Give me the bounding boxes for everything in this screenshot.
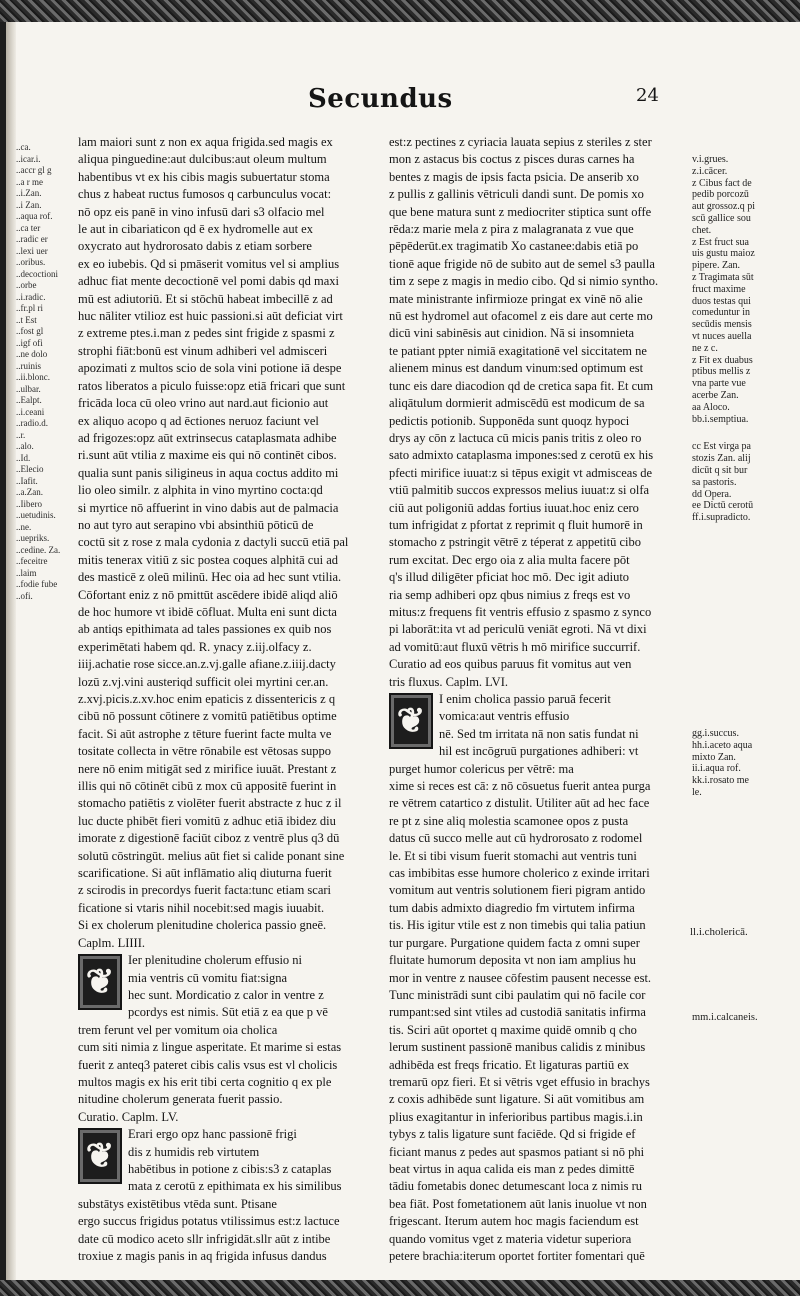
text-line: ciū aut poligoniū addas fortius iuuat.hoc eniz cero — [389, 500, 639, 515]
margin-note: z Fit ex duabus — [692, 354, 753, 366]
margin-note: aut grossoz.q pi — [692, 201, 756, 213]
previous-page-line: ..Iibero — [16, 498, 42, 509]
previous-page-line: ..ca ter — [16, 222, 41, 233]
previous-page-line: ..radio.d. — [16, 418, 48, 428]
text-line: q's illud diligēter pficiat hoc mō. Dec igit adiuto — [389, 570, 630, 585]
text-line: tionē aque frigide nō de subito aut de semel s3 paulla — [389, 256, 655, 271]
text-line: ri.sunt aūt vtilia z maxime eis qui nō continēt cibos. — [78, 448, 337, 463]
text-line: nō opz eis panē in vino infusū dari s3 olfacio mel — [78, 204, 325, 219]
previous-page-line: ..i.Zan. — [16, 188, 42, 198]
previous-page-line: ..a.Zan. — [16, 487, 43, 497]
margin-notes — [692, 154, 798, 814]
text-line: fluitate humorum deposita vt non iam amplius hu — [389, 953, 636, 968]
text-line: mate ministrante infirmioze pringat ex vinē nō alie — [389, 291, 643, 306]
text-line: est:z pectines z cyriacia lauata sepius z steriles z ster — [389, 135, 652, 149]
text-line: ficatione si vtaris nihil nocebit:sed magis iuuabit. — [78, 900, 325, 915]
text-line: mata z cerotū z epithimata ex his similibus — [128, 1179, 342, 1194]
margin-note: gg.i.succus. — [692, 728, 739, 739]
text-line: ad frigozes:opz aūt extrinsecus cataplasmata adhibe — [78, 430, 337, 445]
text-line: nē. Sed tm irritata nā non satis fundat ni — [439, 726, 639, 741]
previous-page-line: ..laim — [16, 567, 37, 578]
margin-note: duos testas qui — [692, 295, 751, 307]
text-line: tum dabis admixto diagredio fm virtutem infirma — [389, 900, 635, 915]
text-line: te patiant ppter nimiā exagitationē vel siccitatem ne — [389, 343, 647, 358]
previous-page-line: ..orbe — [16, 280, 37, 290]
text-line: lio oleo similr. z alphita in vino myrtino cocta:qd — [78, 483, 323, 498]
previous-page-line: ..decoctioni — [16, 268, 58, 279]
text-line: sato admixto cataplasma impones:sed z cerotū ex his — [389, 448, 654, 463]
top-border — [0, 0, 800, 22]
text-line: adhibēda est freqs fricatio. Et ligaturas partiū ex — [389, 1057, 630, 1072]
text-line: pcordys est nimis. Sūt etiā z ea que p vē — [128, 1005, 328, 1020]
text-line: re vētrem catartico z distulit. Utiliter aūt ad hec face — [389, 796, 650, 811]
margin-note: z Est fruct sua — [692, 236, 749, 248]
text-line: tybys z talis ligature sunt faciēde. Qd si frigide ef — [389, 1127, 636, 1142]
text-column-right — [389, 134, 687, 1265]
text-line: des masticē z oleū milinū. Hec oia ad hec sunt vtilia. — [78, 570, 342, 585]
text-line: pfecti mirifice iuuat:z si tēpus exigit vt admisceas de — [389, 465, 653, 480]
text-line: tositate collecta in vētre rōnabile est vētosas suppo — [78, 744, 332, 759]
previous-page-line: ..i.ceani — [16, 406, 45, 417]
previous-page-line: ..uepriks. — [16, 533, 50, 543]
margin-note: cc Est virga pa — [692, 441, 751, 453]
text-line: adhuc fiat mente decoctionē vel pomi dabis qd maxi — [78, 274, 340, 289]
text-line: hec sunt. Mordicatio z calor in ventre z — [128, 987, 324, 1002]
previous-page-line: ..oribus. — [16, 257, 46, 267]
text-line: pi laborāt:ita vt ad periculū veniāt egroti. Nā vt dixi — [389, 622, 647, 637]
text-line: date cū modico aceto sllr infrigidāt.sllr aūt z intibe — [78, 1231, 331, 1246]
margin-note-cholerica: ll.i.cholericā. — [690, 926, 748, 938]
previous-page-line: ..Id. — [16, 452, 31, 463]
previous-page-line: ..icar.i. — [16, 153, 41, 164]
book-gutter — [6, 22, 16, 1280]
text-line: stomacho z pstringit vētrē z téperat z appetitū cibo — [389, 535, 641, 550]
text-line: no aut tyro aut serapino vbi absinthiū pōticū de — [78, 517, 314, 532]
previous-page-line: ..Ealpt. — [16, 395, 42, 405]
decorated-initial-icon: ❦ — [78, 1128, 122, 1184]
margin-note: le. — [692, 786, 702, 798]
text-line: ria semp adhiberi opz qbus nimius z freqs est vo — [389, 587, 631, 602]
text-line: pedictis potionib. Supponēda sunt quoqz hypoci — [389, 413, 630, 428]
text-line: troxiue z magis panis in aq frigida infusus dandus — [78, 1249, 327, 1263]
text-line: tris fluxus. Caplm. LVI. — [389, 674, 508, 689]
text-line: ratos liberatos a piculo fuisse:opz etiā fricari que sunt — [78, 378, 346, 393]
text-line: mū est adiutoriū. Et si stōchū habeat imbecillē z ad — [78, 291, 333, 306]
text-line: oxycrato aut hydrorosato dabis z etiam sorbere — [78, 239, 312, 254]
previous-page-line: ..radic er — [16, 234, 48, 244]
margin-note: z Tragimata sūt — [692, 271, 754, 283]
margin-note: ff.i.supradicto. — [692, 512, 751, 524]
text-line: mor in ventre z nausee cōfestim pausent necesse est. — [389, 970, 652, 985]
text-line: ex eo iubebis. Qd si pmāserit vomitus vel si amplius — [78, 256, 340, 271]
previous-page-line: ..r. — [16, 429, 26, 440]
text-line: nū est hydromel aut ofacomel z eis dare aut certe mo — [389, 309, 653, 324]
text-line: mitus:z frequens fit ventris effusio z spasmo z synco — [389, 604, 652, 619]
previous-page-line: ..i.radic. — [16, 291, 46, 302]
previous-page-line: ..ii.blonc. — [16, 372, 50, 382]
text-line: rumpant:sed sint vtiles ad custodiā sanitatis infirma — [389, 1005, 646, 1020]
margin-note: chet. — [692, 224, 712, 236]
margin-note: stozis Zan. alij — [692, 453, 751, 465]
previous-page-line: ..igf ofi — [16, 337, 43, 348]
text-line: apozimati z multos scio de sola vini potione iā despe — [78, 361, 342, 376]
text-line: dis z humidis reb virtutem — [128, 1144, 260, 1159]
margin-note: pipere. Zan. — [692, 260, 741, 272]
text-line: dicū vini sabinēsis aut cinidion. Nā si insomnieta — [389, 326, 635, 341]
margin-note: mixto Zan. — [692, 751, 736, 763]
previous-page-line: ..ne. — [16, 521, 32, 532]
margin-note: ne z c. — [692, 342, 718, 354]
margin-note: vna parte vue — [692, 378, 746, 390]
margin-note: pedib porcozū — [692, 189, 749, 201]
previous-page-line: ..feceitre — [16, 556, 48, 566]
text-line: Erari ergo opz hanc passionē frigi — [128, 1127, 297, 1142]
text-line: ergo succus frigidus potatus vtilissimus est:z lactuce — [78, 1214, 340, 1229]
margin-note: ii.i.aqua rof. — [692, 763, 741, 775]
text-line: bea fiāt. Post fometationem aūt lanis inuolue vt non — [389, 1196, 647, 1211]
text-line: solutū cōstringūt. melius aūt fiet si calide ponant sine — [78, 848, 345, 863]
text-line: tur purgare. Purgatione quidem facta z omni super — [389, 935, 640, 950]
text-line: xime si reces est cā: z nō cōsuetus fuerit antea purga — [389, 779, 651, 794]
text-line: experimētati habem qd. R. ynacy z.iij.olfacy z. — [78, 639, 312, 654]
margin-note: acerbe Zan. — [692, 389, 739, 401]
text-line: z.xvj.picis.z.xv.hoc enim epaticis z dissentericis z q — [78, 692, 336, 706]
text-line: ex aliquo acopo q ad ēctiones neruoz faciunt vel — [78, 413, 319, 428]
text-line: pēpēderūt.ex tragimatib Xo castanee:dabis etiā po — [389, 239, 639, 254]
text-line: rēda:z marie mela z pira z malagranata z vue que — [389, 222, 634, 237]
text-line: Curatio ad eos quibus paruus fit vomitus aut ven — [389, 657, 632, 672]
previous-page-line: ..alo. — [16, 441, 34, 451]
previous-page-line: ..Iafit. — [16, 475, 38, 486]
text-line: hil est incōgruū purgationes adhiberi: vt — [439, 744, 639, 759]
text-line: z scirodis in precordys fuerit facta:tunc etiam scari — [78, 883, 332, 898]
text-line: z pullis z gallinis vētriculi dandi sunt. De pomis xo — [389, 187, 644, 202]
margin-note-calcaneis: mm.i.calcaneis. — [692, 1012, 758, 1023]
previous-page-line: ..ulbar. — [16, 383, 41, 394]
text-line: que bene matura sunt z mediocriter stiptica sunt offe — [389, 204, 652, 219]
text-line: le aut in cibariaticon qd ē ex hydromelle aut ex — [78, 222, 313, 237]
text-line: strophi fiāt:bonū est vinum adhiberi vel admisceri — [78, 343, 328, 358]
margin-note: ptibus mellis z — [692, 366, 751, 378]
text-line: lam maiori sunt z non ex aqua frigida.sed magis ex — [78, 135, 333, 149]
text-line: le. Et si tibi visum fuerit stomachi aut ventris tuni — [389, 848, 637, 863]
margin-note: bb.i.semptiua. — [692, 413, 749, 425]
text-line: coctū sit z rose z mala cydonia z dactyli succū etiā pal — [78, 535, 349, 550]
text-line: datus cū succo melle aut cū hydrorosato z rodomel — [389, 831, 643, 846]
previous-page-line: ..t Est — [16, 314, 37, 325]
text-line: re pt z sine aliq molestia scamonee opos z pusta — [389, 813, 629, 828]
margin-gap — [692, 425, 798, 441]
text-line: alienem minus est dandum vinum:sed optimum est — [389, 361, 644, 376]
text-line: huc nāliter vtilioz est huic passioni.si aūt deficiat virt — [78, 309, 343, 324]
text-line: rum excitat. Dec ergo oia z alia multa facere pōt — [389, 552, 630, 567]
decorated-initial-icon: ❦ — [389, 693, 433, 749]
text-line: Cōfortant eniz z nō pmittūt ascēdere ibidē aliqd aliō — [78, 587, 338, 602]
previous-page-line: ..lexi uer — [16, 245, 48, 256]
text-line: ad vomitū:aut fluxū vētris h mō mirifice succurrif. — [389, 639, 641, 654]
text-line: tādiu fometabis donec detumescant loca z nimis ru — [389, 1179, 643, 1194]
text-line: chus z habeat ructus fumosos q carbunculus vocat: — [78, 187, 332, 202]
text-line: nere nō enim mitigāt sed z mirifice iuuāt. Prestant z — [78, 761, 337, 776]
text-line: aliqātulum dormierit admiscēdū est modicum de sa — [389, 396, 645, 411]
text-line: habētibus in potione z cibis:s3 z cataplas — [128, 1161, 332, 1176]
text-line: stomacho patiētis z violēter fuerit abstracte z huc z il — [78, 796, 342, 811]
previous-page-line: ..ca. — [16, 142, 31, 152]
previous-page-line: ..fodie fube — [16, 579, 58, 589]
margin-note: fruct maxime — [692, 283, 746, 295]
previous-page-margin — [16, 142, 74, 1152]
previous-page-line: ..ne dolo — [16, 349, 48, 359]
text-line: vomica:aut ventris effusio — [439, 709, 570, 724]
text-line: cibū nō possunt cōtinere z vomitū patiētibus optime — [78, 709, 337, 724]
margin-note: kk.i.rosato me — [692, 775, 749, 787]
text-line: mia ventris cū vomitu fiat:signa — [128, 970, 287, 985]
text-line: Tunc ministrādi sunt cibi paulatim qui nō facile cor — [389, 987, 646, 1002]
text-line: purget humor colericus per vētrē: ma — [389, 761, 574, 776]
previous-page-line: ..Elecio — [16, 464, 44, 474]
text-line: I enim cholica passio paruā fecerit — [439, 692, 611, 706]
text-line: Caplm. LIIII. — [78, 935, 145, 950]
previous-page-line: ..cedine. Za. — [16, 544, 61, 555]
text-line: mon z astacus bis coctus z pisces duras carnes ha — [389, 152, 635, 167]
text-line: z extreme ptes.i.man z pedes sint frigide z spasmi z — [78, 326, 335, 341]
margin-note: v.i.grues. — [692, 154, 729, 165]
text-line: drys ay cōn z lactuca cū micis panis tritis z oleo ro — [389, 430, 642, 445]
bottom-border — [0, 1280, 800, 1296]
text-line: trem ferunt vel per vomitum oia cholica — [78, 1022, 278, 1037]
text-line: imorate z digestionē faciūt ciboz z ventrē plus q3 dū — [78, 831, 340, 846]
text-line: bentes z magis de ipsis facta psicia. De anserib xo — [389, 169, 639, 184]
text-line: frigescant. Iterum autem hoc magis faciendum est — [389, 1214, 639, 1229]
text-line: z coxis adhibēde sunt ligature. Si aūt vomitibus am — [389, 1092, 645, 1107]
text-line: tremarū opz fieri. Et si vētris vget effusio in brachys — [389, 1074, 650, 1089]
text-line: habentibus vt ex his cibis magis subuertatur stoma — [78, 169, 330, 184]
text-line: ficiant manus z pedes aut spasmos patiant si nō phi — [389, 1144, 645, 1159]
text-line: petere brachia:iterum oportet fortiter fomentari quē — [389, 1249, 645, 1263]
text-line: tum infrigidat z pfortat z reprimit q fluit humorē in — [389, 517, 643, 532]
text-column-left — [78, 134, 374, 1265]
text-line: ab antiqs epithimata ad tales passiones ex quib nos — [78, 622, 332, 637]
margin-note: aa Aloco. — [692, 401, 730, 413]
text-line: substātys existētibus vtēda sunt. Ptisane — [78, 1196, 277, 1211]
text-line: lerum sustinent passionē manibus calidis z minibus — [389, 1040, 646, 1055]
decorated-initial-icon: ❦ — [78, 954, 122, 1010]
previous-page-line: ..i Zan. — [16, 199, 42, 210]
margin-note: sa pastoris. — [692, 476, 737, 488]
previous-page-line: ..accr gl g — [16, 165, 52, 175]
margin-note: hh.i.aceto aqua — [692, 739, 753, 751]
text-line: quando vomitus vget z materia videtur superiora — [389, 1231, 632, 1246]
text-line: fricāda loca cū oleo vrino aut nard.aut ficionio aut — [78, 396, 329, 411]
margin-note: dicūt q sit bur — [692, 464, 748, 476]
previous-page-line: ..ofi. — [16, 590, 33, 601]
margin-note: z.i.cācer. — [692, 165, 728, 177]
previous-page-line: ..fr.pl ri — [16, 303, 43, 313]
text-line: cas imbibitas esse humore cholerico z exinde irritari — [389, 866, 650, 881]
text-line: Ier plenitudine cholerum effusio ni — [128, 953, 303, 968]
text-line: Curatio. Caplm. LV. — [78, 1109, 179, 1124]
book-page — [16, 22, 800, 1280]
text-line: plius exagitantur in inferioribus partibus magis.i.in — [389, 1109, 643, 1124]
text-line: qualia sunt panis siligineus in aqua coctus addito mi — [78, 465, 339, 480]
text-line: aliqua pinguedine:aut dulcibus:aut oleum multum — [78, 152, 327, 167]
text-line: vomitum aut ventris solutionem fieri pigram antido — [389, 883, 646, 898]
text-line: si myrtice nō affuerint in vino dabis aut de palmacia — [78, 500, 339, 515]
text-line: vtiū palmitib succos expressos melius iuuat:z si olfa — [389, 483, 650, 498]
text-line: facit. Si aūt astrophe z tēture fuerint facte multa ve — [78, 726, 332, 741]
text-line: multos magis ex his erit tibi certa cognitio q ex ple — [78, 1074, 332, 1089]
margin-notes-lower — [692, 728, 798, 799]
previous-page-line: ..aqua rof. — [16, 211, 53, 221]
previous-page-line: ..fost gl — [16, 326, 44, 336]
text-line: tim z sepe z magis in medio cibo. Qd si nimio syntho. — [389, 274, 659, 289]
previous-page-line: ..uetudinis. — [16, 510, 56, 520]
text-line: illis qui nō cōtinēt cibū z mox cū appositē fuerint in — [78, 779, 337, 794]
text-line: scarificatione. Si aūt inflāmatio aliq diuturna fuerit — [78, 866, 332, 881]
text-line: Si ex cholerum plenitudine cholerica passio gneē. — [78, 918, 327, 933]
text-line: tis. His igitur vtile est z non timebis qui talia patiun — [389, 918, 646, 933]
text-line: cum siti nimia z lingue asperitate. Et marime si estas — [78, 1040, 342, 1055]
text-line: beat virtus in aqua calida eis man z pedes dimittē — [389, 1161, 635, 1176]
previous-page-line: ..ruinis — [16, 360, 42, 371]
margin-note: z Cibus fact de — [692, 177, 752, 189]
text-line: mitis tenerax vitiū z sic postea coques alphitā cui ad — [78, 552, 338, 567]
text-line: tunc eis dare diacodion qd de cretica sapa fit. Et cum — [389, 378, 654, 393]
text-line: luc ducte phibēt fieri vomitū z adhuc etiā ibidez diu — [78, 813, 336, 828]
page-title: Secundus — [308, 84, 453, 114]
text-line: nitudine cholerum generata fuerit passio. — [78, 1092, 283, 1107]
text-line: tis. Sciri aūt oportet q maxime quidē omnib q cho — [389, 1022, 637, 1037]
margin-note: ee Dictū cerotū — [692, 500, 754, 512]
previous-page-line: ..a r me — [16, 176, 43, 187]
text-line: de hoc humore vt ibidē cōfluat. Multa eni sunt dicta — [78, 604, 337, 619]
page-number: 24 — [636, 85, 659, 106]
margin-note: comeduntur in — [692, 307, 751, 319]
margin-note: scū gallice sou — [692, 212, 751, 224]
margin-note: vt nuces auella — [692, 330, 752, 342]
margin-note: uis gustu maioz — [692, 248, 755, 260]
text-line: lozū z.vj.vini austeriqd sufficit olei myrtini cer.an. — [78, 674, 329, 689]
text-line: iiij.achatie rose sicce.an.z.vj.galle afiane.z.iiij.dacty — [78, 657, 336, 672]
text-line: fuerit z anteq3 pateret cibis calis vsus est vl cholicis — [78, 1057, 338, 1072]
margin-note: dd Opera. — [692, 488, 732, 500]
margin-note: secūdis mensis — [692, 319, 752, 331]
